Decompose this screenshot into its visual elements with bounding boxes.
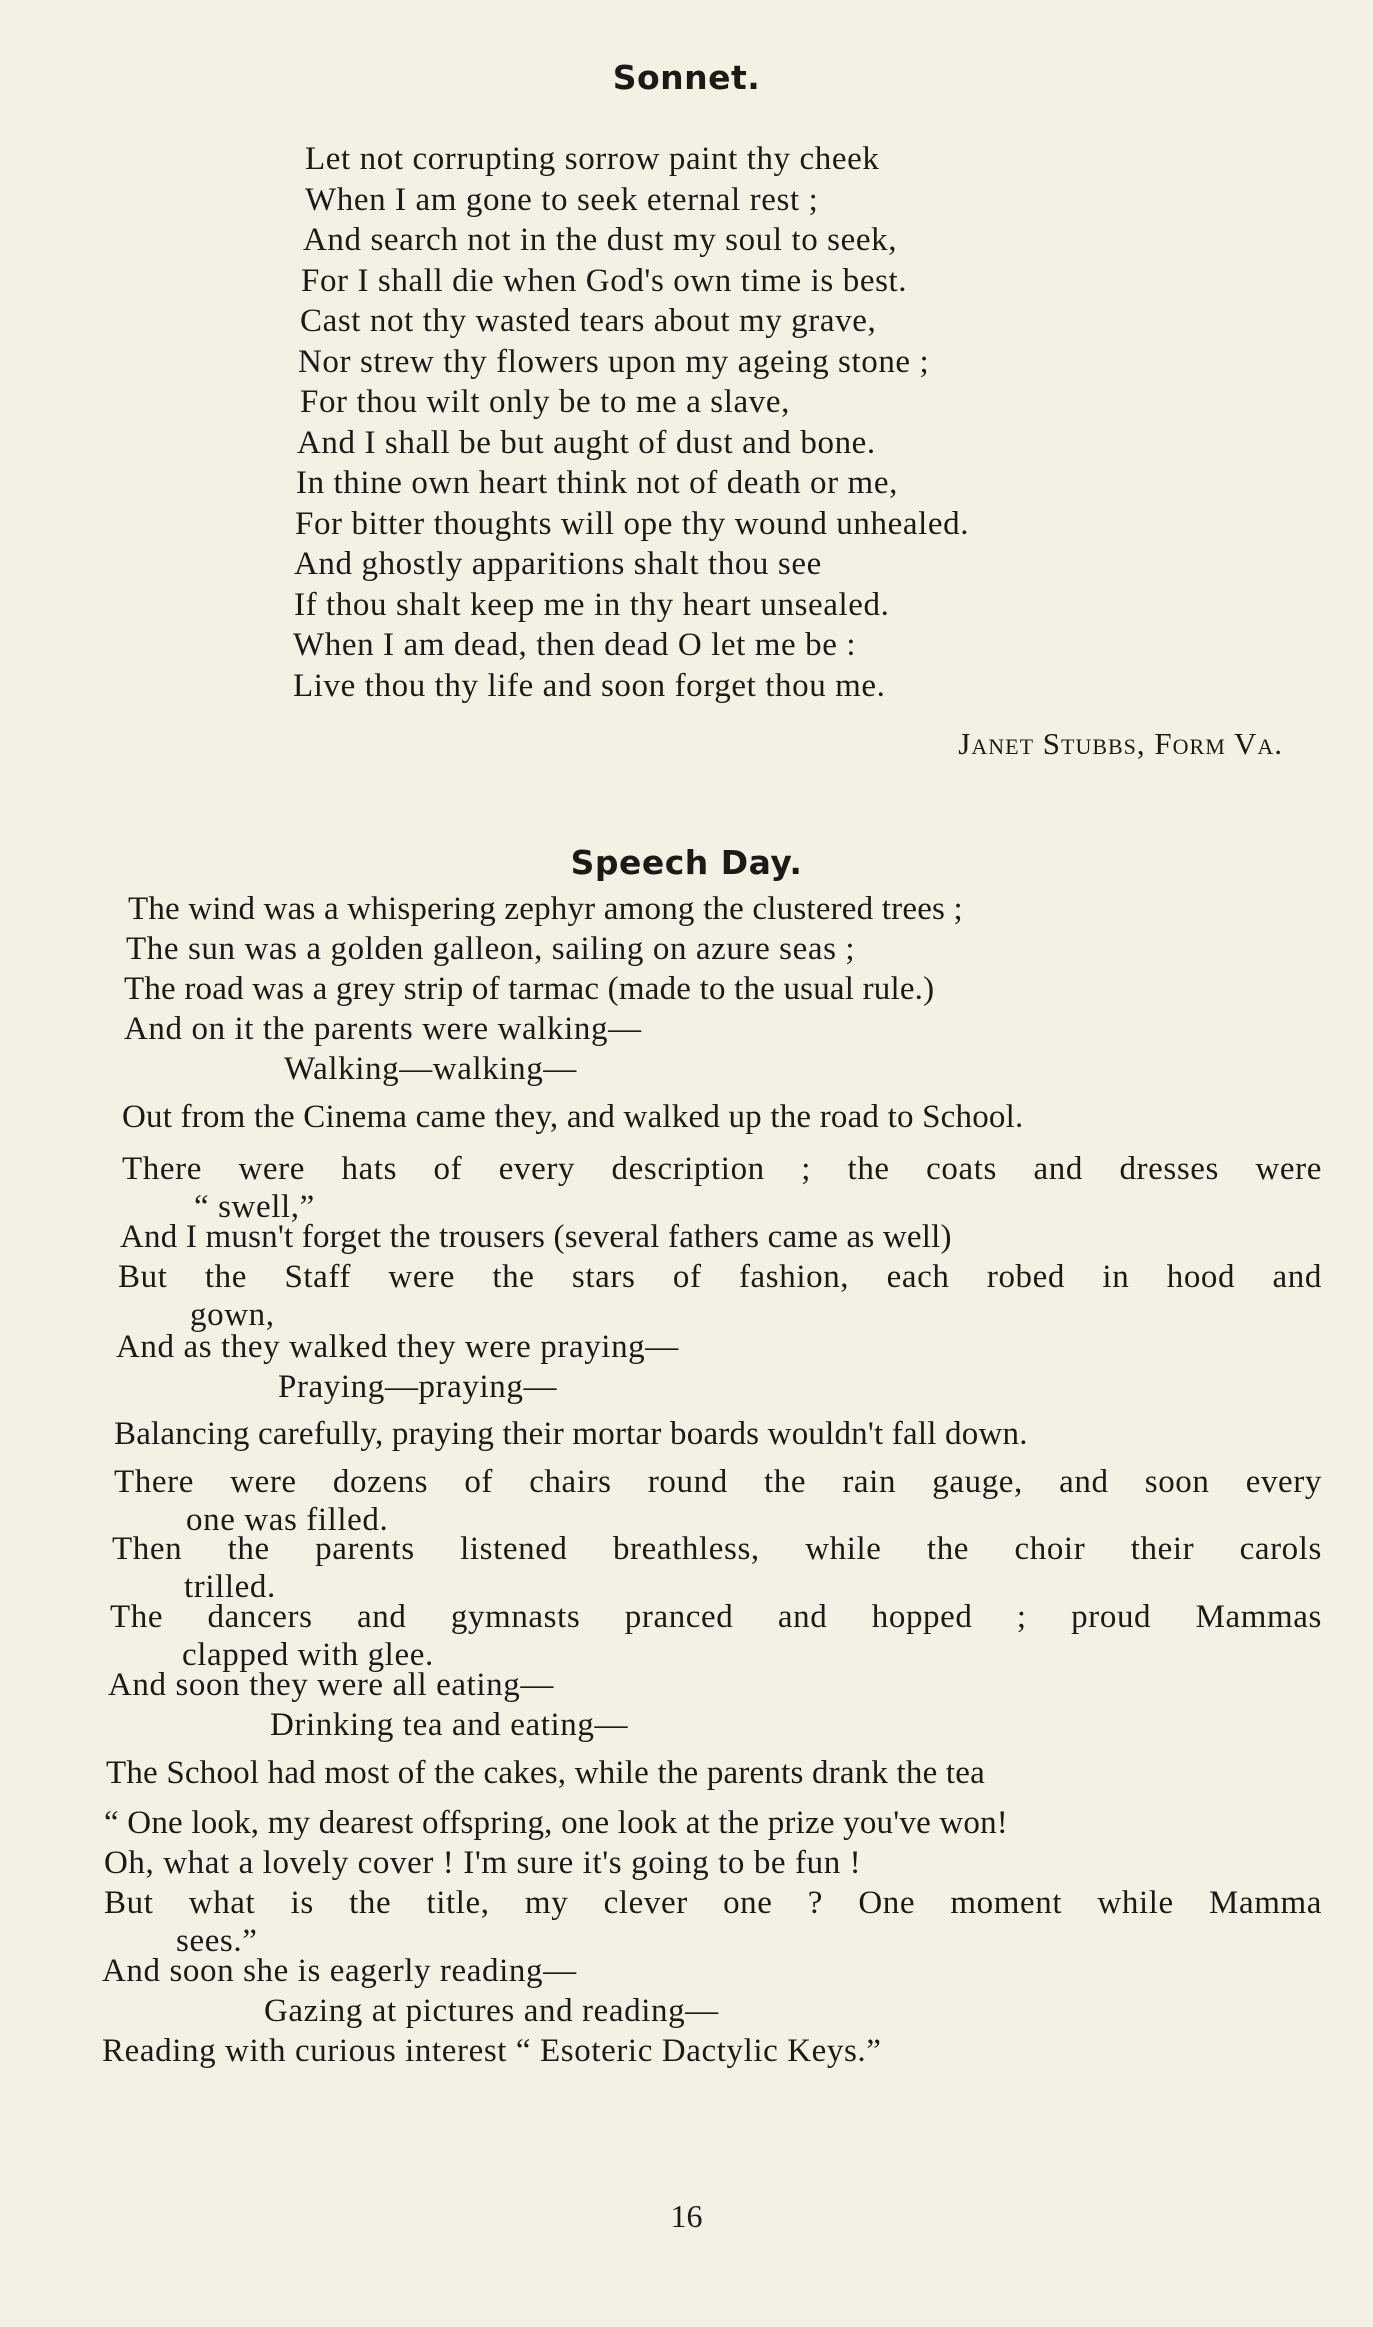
sonnet-line: For bitter thoughts will ope thy wound unhealed. <box>295 505 970 542</box>
speech-day-line-continuation: gown, <box>190 1297 275 1333</box>
sonnet-line: Nor strew thy flowers upon my ageing stone ; <box>298 343 930 380</box>
speech-day-line-continuation: sees.” <box>176 1923 258 1959</box>
speech-day-line-text: There were dozens of chairs round the rain gauge, and soon every <box>114 1464 1322 1500</box>
sonnet-line: For I shall die when God's own time is best. <box>301 262 908 299</box>
speech-day-line-text: Then the parents listened breathless, while the choir their carols <box>112 1531 1322 1567</box>
speech-day-line: Gazing at pictures and reading— <box>264 1993 719 2029</box>
page-number: 16 <box>670 2198 703 2234</box>
speech-day-line: “ One look, my dearest offspring, one look at the prize you've won! <box>104 1805 1008 1841</box>
speech-day-line: Out from the Cinema came they, and walked up the road to School. <box>122 1099 1024 1135</box>
speech-day-line-text: But what is the title, my clever one ? One moment while Mamma <box>104 1885 1322 1921</box>
speech-day-title: Speech Day. <box>570 843 803 882</box>
sonnet-line: Live thou thy life and soon forget thou me. <box>293 667 886 704</box>
sonnet-line: And ghostly apparitions shalt thou see <box>294 546 822 582</box>
speech-day-line <box>114 1463 1322 1539</box>
speech-day-line <box>110 1598 1322 1674</box>
speech-day-line-text: But the Staff were the stars of fashion, each robed in hood and <box>118 1259 1322 1295</box>
speech-day-line: And soon she is eagerly reading— <box>102 1953 577 1989</box>
speech-day-line: The School had most of the cakes, while the parents drank the tea <box>106 1755 985 1791</box>
speech-day-line: And on it the parents were walking— <box>124 1011 642 1047</box>
sonnet-line: In thine own heart think not of death or me, <box>296 465 898 501</box>
sonnet-attribution: Janet Stubbs, Form Va. <box>958 726 1283 761</box>
sonnet-line: Cast not thy wasted tears about my grave, <box>300 303 877 339</box>
speech-day-line: Praying—praying— <box>278 1369 558 1405</box>
speech-day-line: Balancing carefully, praying their mortar boards wouldn't fall down. <box>114 1416 1028 1452</box>
speech-day-line-continuation: trilled. <box>184 1569 276 1605</box>
speech-day-line: Oh, what a lovely cover ! I'm sure it's going to be fun ! <box>104 1845 862 1881</box>
speech-day-line: And soon they were all eating— <box>108 1667 554 1703</box>
sonnet-line: For thou wilt only be to me a slave, <box>300 384 790 420</box>
speech-day-line <box>104 1884 1322 1960</box>
sonnet-line: And I shall be but aught of dust and bone. <box>297 424 876 461</box>
speech-day-line: Reading with curious interest “ Esoteric Dactylic Keys.” <box>102 2033 882 2069</box>
sonnet-line: If thou shalt keep me in thy heart unsealed. <box>294 586 890 623</box>
speech-day-line: Drinking tea and eating— <box>270 1707 629 1743</box>
speech-day-line-text: The dancers and gymnasts pranced and hopped ; proud Mammas <box>110 1599 1322 1635</box>
speech-day-line <box>118 1258 1322 1334</box>
speech-day-line: And as they walked they were praying— <box>116 1329 679 1365</box>
speech-day-line <box>122 1150 1322 1226</box>
speech-day-line <box>112 1530 1322 1606</box>
speech-day-line-continuation: one was filled. <box>186 1502 389 1538</box>
sonnet-line: And search not in the dust my soul to seek, <box>303 222 898 258</box>
sonnet-line: Let not corrupting sorrow paint thy cheek <box>305 141 880 177</box>
speech-day-line-continuation: clapped with glee. <box>182 1637 434 1673</box>
speech-day-line: Walking—walking— <box>284 1051 577 1087</box>
speech-day-line: The wind was a whispering zephyr among the clustered trees ; <box>128 891 963 927</box>
speech-day-line: The road was a grey strip of tarmac (made to the usual rule.) <box>124 971 935 1007</box>
sonnet-title: Sonnet. <box>612 58 761 97</box>
speech-day-line: The sun was a golden galleon, sailing on azure seas ; <box>126 931 856 967</box>
speech-day-line-text: There were hats of every description ; the coats and dresses were <box>122 1151 1322 1187</box>
speech-day-line: And I musn't forget the trousers (several fathers came as well) <box>120 1219 952 1255</box>
sonnet-line: When I am gone to seek eternal rest ; <box>305 181 819 218</box>
speech-day-line-continuation: “ swell,” <box>194 1189 315 1225</box>
sonnet-line: When I am dead, then dead O let me be : <box>293 627 857 663</box>
